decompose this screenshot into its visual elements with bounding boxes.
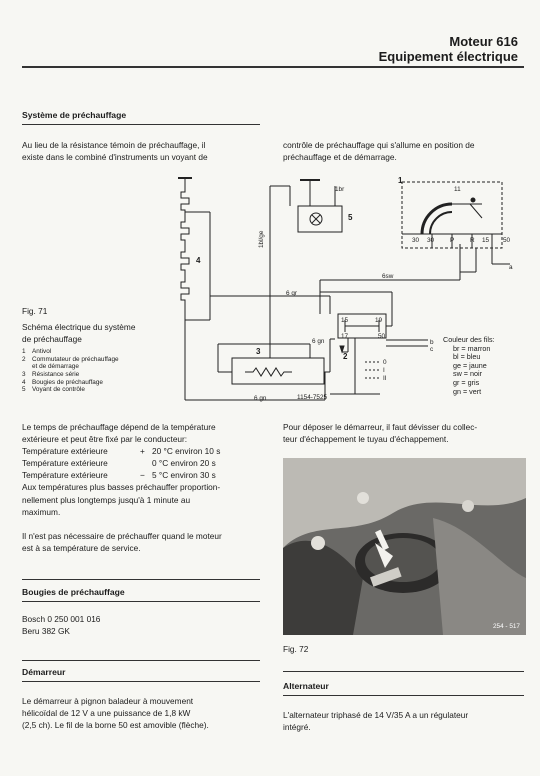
rule-starter-top <box>22 660 260 661</box>
wire-label-6sw: 6sw <box>382 273 394 280</box>
terminal-R: R <box>470 237 475 244</box>
position-0: 0 <box>383 359 387 366</box>
wire-end-c: c <box>430 346 434 353</box>
figure72-ref: 254 - 517 <box>492 623 520 631</box>
starter-photo <box>283 458 526 635</box>
wire-label-1bl-ge: 1bl/ge <box>258 230 265 248</box>
intro-left: Au lieu de la résistance témoin de préchauffage, il existe dans le combiné d'instruments un voyant de <box>22 140 208 163</box>
section-rule <box>22 124 260 125</box>
plugs-list: Bosch 0 250 001 016 Beru 382 GK <box>22 614 101 637</box>
rule-plugs-top <box>22 579 260 580</box>
intro-right: contrôle de préchauffage qui s'allume en position de préchauffage et de démarrage. <box>283 140 475 163</box>
diagram-label-1: 1 <box>398 176 403 185</box>
terminal-17: 17 <box>341 333 349 340</box>
terminal-19: 19 <box>375 317 383 324</box>
section-heading-plugs: Bougies de préchauffage <box>22 587 125 597</box>
temp-row: Température extérieure 0 °C environ 20 s <box>22 458 216 469</box>
wire-label-6gn-b: 6 gn <box>254 395 267 402</box>
temp-row: Température extérieure + 20 °C environ 10 s <box>22 446 221 457</box>
diagram-label-4: 4 <box>196 256 201 265</box>
glow-plugs-chain <box>181 178 189 312</box>
terminal-P: P <box>450 237 455 244</box>
lamp-box <box>298 206 342 232</box>
figure72-label: Fig. 72 <box>283 644 309 654</box>
header-rule <box>22 66 524 68</box>
legend-item: 3 Résistance série <box>22 370 80 378</box>
position-II: II <box>383 375 387 382</box>
diagram-label-2: 2 <box>343 352 348 361</box>
legend-item: et de démarrage <box>32 363 79 371</box>
section-heading-starter: Démarreur <box>22 667 66 677</box>
resistor-symbol <box>245 368 292 376</box>
wire-label-1br: 1br <box>335 186 345 193</box>
rule-plugs <box>22 601 260 602</box>
terminal-50a: 50 <box>503 237 511 244</box>
temp-row: Température extérieure − 5 °C environ 30 s <box>22 470 216 481</box>
legend-item: 2 Commutateur de préchauffage <box>22 355 119 363</box>
page-title: Moteur 616 <box>449 34 518 49</box>
section-heading-alternator: Alternateur <box>283 681 329 691</box>
starter-text: Le démarreur à pignon baladeur à mouvement hélicoïdal de 12 V a une puissance de 1,8 kW (2,5 ch). Le fil de la borne 50 est amovible (flèche). <box>22 696 209 731</box>
legend-item: 5 Voyant de contrôle <box>22 386 85 394</box>
terminal-15: 15 <box>482 237 490 244</box>
rule-starter <box>22 681 260 682</box>
figure71-ref: 1154-7525 <box>297 394 328 401</box>
wire-end-a: a <box>509 264 513 271</box>
position-I: I <box>383 367 385 374</box>
legend-item: 4 Bougies de préchauffage <box>22 378 103 386</box>
terminal-30b: 30 <box>427 237 435 244</box>
legend-item: 1 Antivol <box>22 348 52 356</box>
figure71-label: Fig. 71 <box>22 306 48 316</box>
rule-alternator-top <box>283 671 524 672</box>
diagram-label-3: 3 <box>256 347 261 356</box>
starter-removal-text: Pour déposer le démarreur, il faut dévisser du collec- teur d'échappement le tuyau d'échappement. <box>283 422 478 445</box>
terminal-30a: 30 <box>412 237 420 244</box>
section-heading-preheat: Système de préchauffage <box>22 110 127 120</box>
terminal-11: 11 <box>454 186 461 193</box>
terminal-50b: 50 <box>378 333 386 340</box>
wire-end-b: b <box>430 339 434 346</box>
diagram-label-5: 5 <box>348 213 353 222</box>
page-subtitle: Equipement électrique <box>378 49 518 64</box>
wire-label-6gn-a: 6 gn <box>312 338 325 345</box>
alternator-text: L'alternateur triphasé de 14 V/35 A a un régulateur intégré. <box>283 710 469 733</box>
wire-colors-legend: Couleur des fils: br = marron bl = bleu ge = jaune sw = noir gr = gris gn = vert <box>443 335 495 396</box>
rule-alternator <box>283 695 524 696</box>
preheat-time-text: Le temps de préchauffage dépend de la température extérieure et peut être fixé par le conducteur: Température extérieure + 20 °C environ 10 s Température extérieure 0 °C environ 20 s Température extérieure − 5 °C environ 30 s Aux températures plus basses préchauffer proportion- nellement plus longtemps jusqu'à 1 minute au maximum. Il n'est pas nécessaire de préchauffer quand le moteur est à sa température de service. <box>22 421 272 554</box>
wire-label-6gr: 6 gr <box>286 290 298 297</box>
figure71-caption: Schéma électrique du système de préchauffage 1 Antivol 2 Commutateur de préchauffage et de démarrage 3 Résistance série 4 Bougies de préchauffage 5 Voyant de contrôle <box>22 321 182 394</box>
terminal-15b: 15 <box>341 317 349 324</box>
